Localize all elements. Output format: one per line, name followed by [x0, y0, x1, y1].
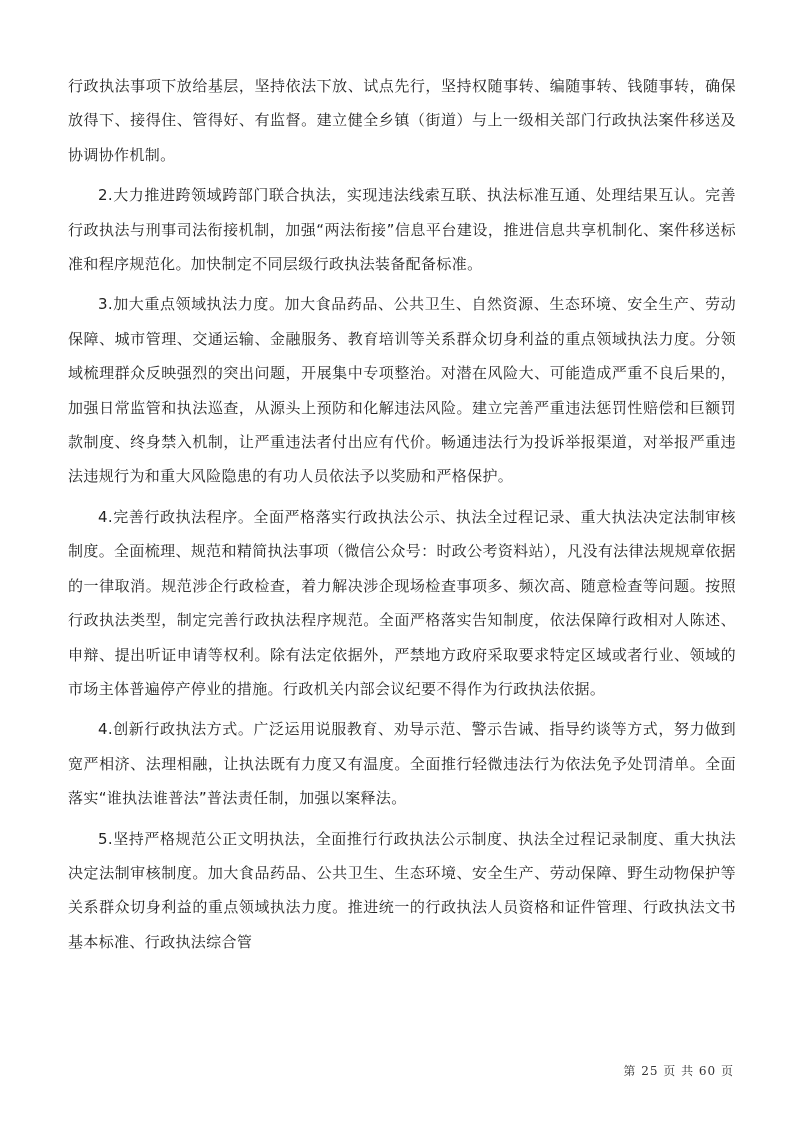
- page-number-label: 第 25 页 共 60 页: [623, 1064, 734, 1078]
- paragraph-procedure: 4.完善行政执法程序。全面严格落实行政执法公示、执法全过程记录、重大执法决定法制审核制度。全面梳理、规范和精简执法事项（微信公众号：时政公考资料站），凡没有法律法规规章依据的一律取消。规范涉企行政检查，着力解决涉企现场检查事项多、频次高、随意检查等问题。按照行政执法类型，制定完善行政执法程序规范。全面严格落实告知制度，依法保障行政相对人陈述、申辩、提出听证申请等权利。除有法定依据外，严禁地方政府采取要求特定区域或者行业、领域的市场主体普遍停产停业的措施。行政机关内部会议纪要不得作为行政执法依据。: [68, 507, 736, 698]
- paragraph-standards: 5.坚持严格规范公正文明执法，全面推行行政执法公示制度、执法全过程记录制度、重大执法决定法制审核制度。加大食品药品、公共卫生、生态环境、安全生产、劳动保障、野生动物保护等关系群众切身利益的重点领域执法力度。推进统一的行政执法人员资格和证件管理、行政执法文书基本标准、行政执法综合管: [68, 829, 736, 951]
- paragraph-joint-enforcement: 2.大力推进跨领域跨部门联合执法，实现违法线索互联、执法标准互通、处理结果互认。完善行政执法与刑事司法衔接机制，加强“两法衔接”信息平台建设，推进信息共享机制化、案件移送标准和程序规范化。加快制定不同层级行政执法装备配备标准。: [68, 186, 736, 274]
- page-number-footer: [623, 1062, 734, 1079]
- paragraph-continued: 行政执法事项下放给基层，坚持依法下放、试点先行，坚持权随事转、编随事转、钱随事转，确保放得下、接得住、管得好、有监督。建立健全乡镇（街道）与上一级相关部门行政执法案件移送及协调协作机制。: [68, 77, 736, 164]
- paragraph-key-areas: 3.加大重点领域执法力度。加大食品药品、公共卫生、自然资源、生态环境、安全生产、劳动保障、城市管理、交通运输、金融服务、教育培训等关系群众切身利益的重点领域执法力度。分领域梳理群众反映强烈的突出问题，开展集中专项整治。对潜在风险大、可能造成严重不良后果的，加强日常监管和执法巡查，从源头上预防和化解违法风险。建立完善严重违法惩罚性赔偿和巨额罚款制度、终身禁入机制，让严重违法者付出应有代价。畅通违法行为投诉举报渠道，对举报严重违法违规行为和重大风险隐患的有功人员依法予以奖励和严格保护。: [68, 295, 736, 486]
- document-body: [68, 69, 736, 965]
- paragraph-innovation: 4.创新行政执法方式。广泛运用说服教育、劝导示范、警示告诫、指导约谈等方式，努力做到宽严相济、法理相融，让执法既有力度又有温度。全面推行轻微违法行为依法免予处罚清单。全面落实“谁执法谁普法”普法责任制，加强以案释法。: [68, 720, 736, 808]
